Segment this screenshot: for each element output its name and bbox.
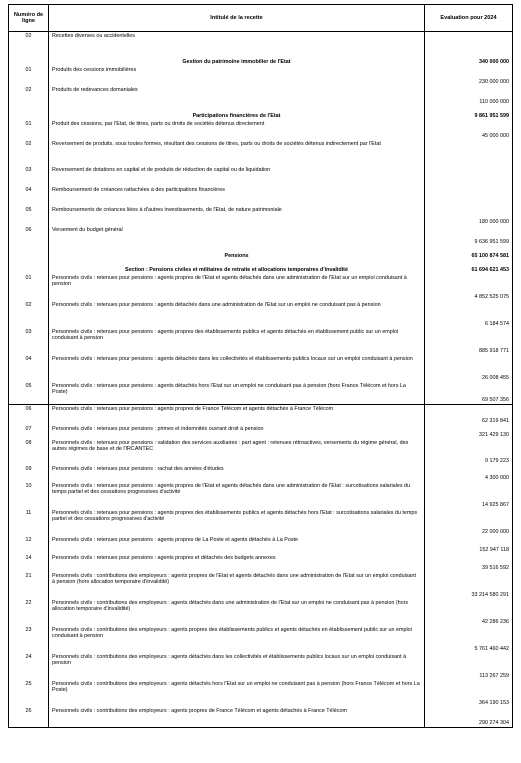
revenue-label xyxy=(49,536,425,554)
table-row xyxy=(9,509,513,536)
revenue-label-text: Produits des cessions immobilières xyxy=(52,66,137,73)
revenue-label-text: Versement du budget général xyxy=(52,226,123,233)
revenue-label-text: Personnels civils : retenues pour pensions : agents détachés dans les collectivités et établissements publics locaux sur un emploi conduisant à pension xyxy=(52,355,413,362)
revenue-label-text: Personnels civils : retenues pour pensions : primes et indemnités ouvrant droit à pension xyxy=(52,425,264,432)
table-row xyxy=(9,328,513,355)
line-number: 02 xyxy=(9,32,49,52)
revenue-label-text: Personnels civils : retenues pour pensions : agents détachés dans une administration de l'Etat sur un emploi ne conduisant pas à pension xyxy=(52,301,381,308)
revenue-label xyxy=(49,509,425,536)
line-number: 26 xyxy=(9,707,49,728)
revenue-label xyxy=(49,355,425,382)
section-title-text: Pensions xyxy=(224,252,249,259)
line-number xyxy=(9,246,49,260)
revenue-label xyxy=(49,140,425,166)
section-title xyxy=(49,106,425,120)
table-row xyxy=(9,599,513,626)
revenue-label-text: Personnels civils : retenues pour pensions : agents propres de France Télécom et agents détachés à France Télécom xyxy=(52,406,334,412)
revenue-label xyxy=(49,405,425,425)
revenue-label-text: Reversement de dotations en capital et de produits de réduction de capital ou de liquidation xyxy=(52,166,271,173)
table-row xyxy=(9,186,513,206)
line-number: 14 xyxy=(9,554,49,572)
revenue-label xyxy=(49,572,425,599)
revenue-label xyxy=(49,86,425,106)
table-row xyxy=(9,536,513,554)
revenue-label-text: Produits de redevances domaniales xyxy=(52,86,138,93)
amount: 9 179 223 xyxy=(425,439,513,465)
section-title-text: Gestion du patrimoine immobilier de l'Etat xyxy=(182,58,291,65)
amount: 4 300 000 xyxy=(425,465,513,482)
table-row xyxy=(9,206,513,226)
line-number: 04 xyxy=(9,355,49,382)
table-row xyxy=(9,66,513,86)
header-amount: Evaluation pour 2024 xyxy=(425,5,513,32)
amount: 180 000 000 xyxy=(425,206,513,226)
table-row xyxy=(9,166,513,186)
section-amount: 65 100 874 581 xyxy=(425,246,513,260)
line-number: 03 xyxy=(9,166,49,186)
table-row xyxy=(9,680,513,707)
revenue-label xyxy=(49,226,425,246)
table-row xyxy=(9,572,513,599)
line-number: 12 xyxy=(9,536,49,554)
table-row xyxy=(9,482,513,509)
line-number: 02 xyxy=(9,86,49,106)
section-title xyxy=(49,52,425,66)
section-row xyxy=(9,106,513,120)
line-number: 08 xyxy=(9,439,49,465)
revenue-label-text: Produit des cessions, par l'Etat, de titres, parts ou droits de sociétés détenus directement xyxy=(52,120,265,127)
amount: 110 000 000 xyxy=(425,86,513,106)
line-number: 24 xyxy=(9,653,49,680)
table-row xyxy=(9,405,513,425)
revenue-label xyxy=(49,626,425,653)
revenue-label xyxy=(49,166,425,186)
amount: 321 429 130 xyxy=(425,425,513,439)
section-title-text: Participations financières de l'Etat xyxy=(192,112,281,119)
table-row xyxy=(9,226,513,246)
section-title-text: Section : Pensions civiles et militaires de retraite et allocations temporaires d'invalidité xyxy=(125,266,348,273)
amount xyxy=(425,140,513,166)
revenue-label-text: Personnels civils : retenues pour pensions : agents propres de La Poste et agents détachés à La Poste xyxy=(52,536,299,543)
line-number: 10 xyxy=(9,482,49,509)
section-amount: 9 861 951 599 xyxy=(425,106,513,120)
table-row xyxy=(9,425,513,439)
line-number: 06 xyxy=(9,405,49,425)
line-number: 01 xyxy=(9,274,49,301)
amount xyxy=(425,186,513,206)
revenue-label-text: Personnels civils : retenues pour pensions : validation des services auxiliaires : part agent : retenues rétroactives, versements du régime général, des autres régimes de base et de l'IRCANTEC xyxy=(52,439,409,453)
revenue-label xyxy=(49,32,425,52)
revenue-label xyxy=(49,206,425,226)
table-row xyxy=(9,140,513,166)
revenue-label-text: Personnels civils : contributions des employeurs : agents détachés dans une administration de l'Etat sur un emploi ne conduisant pas à pension (hors allocation temporaire d'invalidité) xyxy=(52,599,409,613)
amount: 364 190 153 xyxy=(425,680,513,707)
table-row xyxy=(9,355,513,382)
table-row xyxy=(9,382,513,405)
line-number xyxy=(9,260,49,274)
line-number: 07 xyxy=(9,425,49,439)
amount: 152 947 118 xyxy=(425,536,513,554)
revenue-label-text: Personnels civils : contributions des employeurs : agents détachés hors l'Etat sur un emploi ne conduisant pas à pension (hors France Télécom et hors La Poste) xyxy=(52,680,420,694)
section-title xyxy=(49,260,425,274)
table-row xyxy=(9,707,513,728)
revenue-label-text: Remboursements de créances liées à d'autres investissements, de l'Etat, de nature patrimoniale xyxy=(52,206,282,213)
revenue-label xyxy=(49,328,425,355)
revenue-label-text: Personnels civils : contributions des employeurs : agents propres de France Télécom et agents détachés à France Télécom xyxy=(52,707,347,714)
table-row xyxy=(9,120,513,140)
amount: 113 267 259 xyxy=(425,653,513,680)
revenue-label-text: Personnels civils : retenues pour pensions : agents propres des établissements publics et agents détachés en établissement public sur un emploi conduisant à pension xyxy=(52,328,399,342)
revenue-label xyxy=(49,425,425,439)
table-header-row xyxy=(9,5,513,32)
revenue-label-text: Reversement de produits, sous toutes formes, résultant des cessions de titres, parts ou droits de sociétés détenus indirectement par l'Etat xyxy=(52,140,381,147)
line-number: 05 xyxy=(9,382,49,405)
amount: 290 274 304 xyxy=(425,707,513,728)
amount: 4 852 525 075 xyxy=(425,274,513,301)
amount: 45 000 000 xyxy=(425,120,513,140)
line-number: 25 xyxy=(9,680,49,707)
revenue-label xyxy=(49,439,425,465)
amount: 6 184 574 xyxy=(425,301,513,328)
line-number: 09 xyxy=(9,465,49,482)
revenue-label-text: Personnels civils : retenues pour pensions : agents propres et détachés des budgets annexes xyxy=(52,554,276,561)
line-number: 01 xyxy=(9,120,49,140)
revenue-label xyxy=(49,707,425,728)
amount: 230 000 000 xyxy=(425,66,513,86)
table-row xyxy=(9,301,513,328)
revenue-label xyxy=(49,66,425,86)
table-row xyxy=(9,86,513,106)
revenue-label-text: Personnels civils : contributions des employeurs : agents détachés dans les collectivités et établissements publics locaux sur un emploi conduisant à pension xyxy=(52,653,407,667)
revenue-label-text: Personnels civils : contributions des employeurs : agents propres des établissements publics et agents détachés en établissement public sur un emploi conduisant à pension xyxy=(52,626,412,640)
line-number: 03 xyxy=(9,328,49,355)
amount: 69 507 356 xyxy=(425,382,513,405)
amount: 22 000 000 xyxy=(425,509,513,536)
table-row xyxy=(9,626,513,653)
amount xyxy=(425,166,513,186)
line-number xyxy=(9,52,49,66)
revenue-label xyxy=(49,301,425,328)
line-number: 11 xyxy=(9,509,49,536)
revenue-label-text: Personnels civils : retenues pour pensions : agents propres des établissements publics et agents détachés hors l'Etat : surcotisations salariales du temps partiel et des cessations progressives d'activité xyxy=(52,509,418,523)
section-title xyxy=(49,246,425,260)
revenue-label xyxy=(49,653,425,680)
revenue-label-text: Personnels civils : retenues pour pensions : agents propres de l'Etat et agents détachés dans une administration de l'Etat sur un emploi conduisant à pension xyxy=(52,274,407,288)
line-number xyxy=(9,106,49,120)
line-number: 22 xyxy=(9,599,49,626)
revenue-label xyxy=(49,554,425,572)
section-row xyxy=(9,246,513,260)
table-row xyxy=(9,465,513,482)
amount: 39 516 592 xyxy=(425,554,513,572)
amount: 5 761 460 442 xyxy=(425,626,513,653)
revenue-label xyxy=(49,274,425,301)
table-row xyxy=(9,274,513,301)
revenue-label xyxy=(49,120,425,140)
revenue-label xyxy=(49,465,425,482)
section-row xyxy=(9,260,513,274)
revenue-label-text: Personnels civils : retenues pour pensions : agents détachés hors l'Etat sur un emploi ne conduisant pas à pension (hors France Télécom et hors La Poste) xyxy=(52,382,406,396)
line-number: 02 xyxy=(9,140,49,166)
amount: 9 636 951 599 xyxy=(425,226,513,246)
section-row xyxy=(9,52,513,66)
revenue-label xyxy=(49,482,425,509)
table-body xyxy=(9,32,513,728)
line-number: 06 xyxy=(9,226,49,246)
amount: 885 918 771 xyxy=(425,328,513,355)
amount: 62 319 841 xyxy=(425,405,513,425)
line-number: 21 xyxy=(9,572,49,599)
revenue-label-text: Personnels civils : contributions des employeurs : agents propres de l'Etat et agents détachés dans une administration de l'Etat sur un emploi conduisant à pension (hors allocation temporaire d'invalidité) xyxy=(52,572,417,586)
revenue-label-text: Personnels civils : retenues pour pensions : agents propres de l'Etat et agents détachés dans une administration de l'Etat : surcotisations salariales du temps partiel et des cessations progressives d'activité xyxy=(52,482,411,496)
line-number: 02 xyxy=(9,301,49,328)
amount: 42 286 236 xyxy=(425,599,513,626)
amount xyxy=(425,32,513,52)
line-number: 05 xyxy=(9,206,49,226)
table-row xyxy=(9,32,513,52)
amount: 26 008 455 xyxy=(425,355,513,382)
revenue-label xyxy=(49,680,425,707)
revenue-label xyxy=(49,599,425,626)
line-number: 23 xyxy=(9,626,49,653)
table-row xyxy=(9,653,513,680)
section-amount: 340 000 000 xyxy=(425,52,513,66)
revenue-label xyxy=(49,382,425,405)
header-label: Intitulé de la recette xyxy=(49,5,425,32)
section-amount: 61 694 621 453 xyxy=(425,260,513,274)
line-number: 01 xyxy=(9,66,49,86)
table-row xyxy=(9,439,513,465)
revenue-table xyxy=(8,4,513,728)
line-number: 04 xyxy=(9,186,49,206)
revenue-label-text: Remboursement de créances rattachées à des participations financières xyxy=(52,186,225,193)
amount: 33 214 580 291 xyxy=(425,572,513,599)
revenue-label xyxy=(49,186,425,206)
revenue-label-text: Personnels civils : retenues pour pensions : rachat des années d'études xyxy=(52,465,224,472)
header-line-number: Numéro de ligne xyxy=(9,5,49,32)
revenue-label-text: Recettes diverses ou accidentelles xyxy=(52,33,135,39)
amount: 14 925 867 xyxy=(425,482,513,509)
table-row xyxy=(9,554,513,572)
